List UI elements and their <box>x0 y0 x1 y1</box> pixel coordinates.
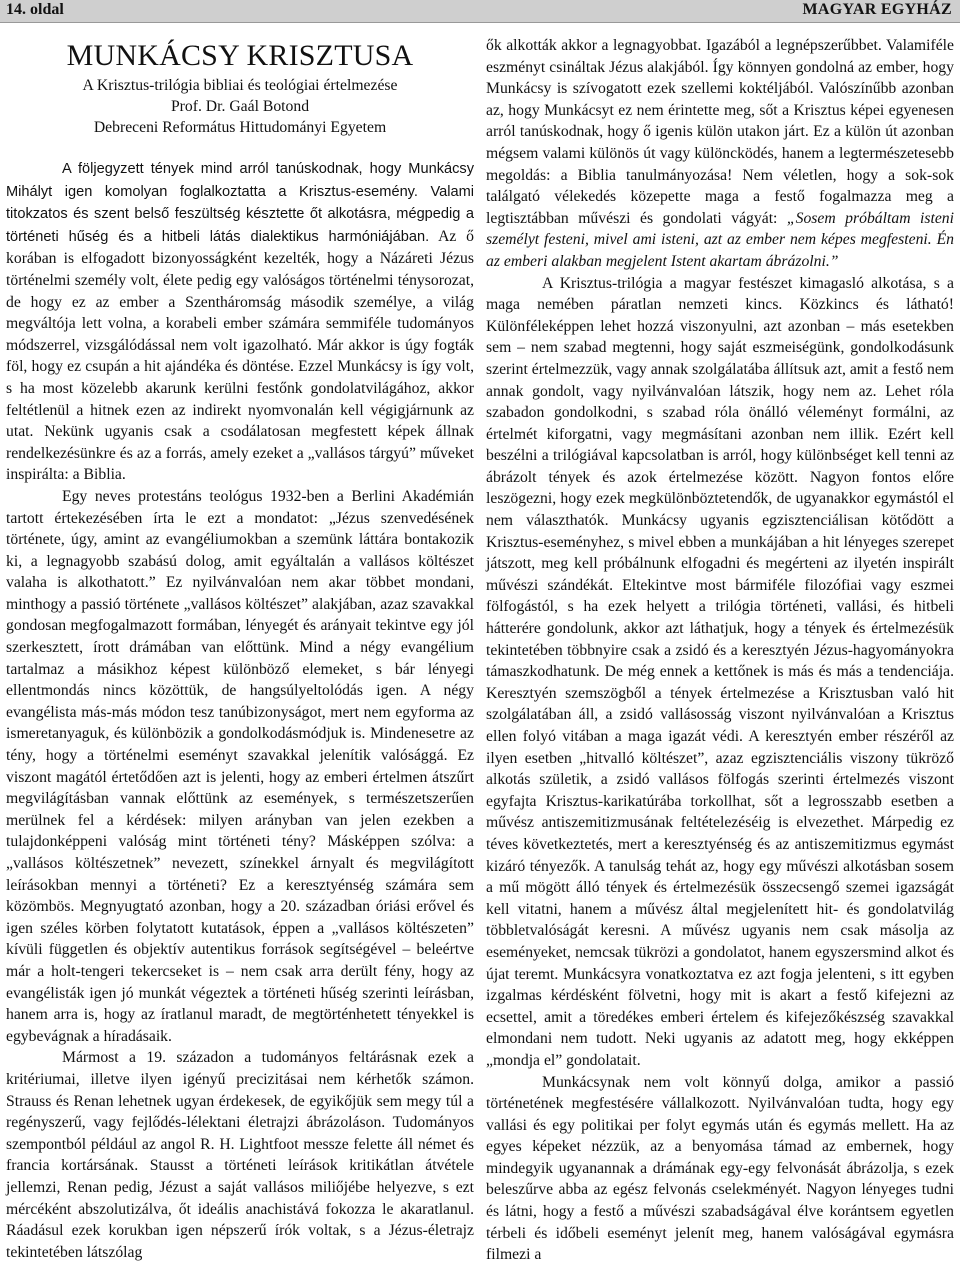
page-header <box>0 0 960 23</box>
paragraph <box>486 35 954 273</box>
paragraph: Munkácsynak nem volt könnyű dolga, amikor a passió történetének megfestésére vállalkozott. Nyilvánvalóan tudta, hogy egy vallási és egy politikai per folyt egymás után és egymás mellett. Ha az egyes képeket nézzük, az a benyomása támad az embernek, hogy mindegyik ugyanannak a drámának egy-egy felvonását ábrázolja, s ezek beleszűrve abba az egész felvonás cselekményét. Nagyon lényeges tudni és látni, hogy a festő a művészi szabadságával élve korántsem egyetlen térbeli és időbeli eseményt jelenít meg, hanem valóságával egymásra filmezi a <box>486 1073 954 1264</box>
paragraph-text: Az ő korában is elfogadott bizonyosságként kezelték, hogy a Názáreti Jézus történelmi személy volt, élete pedig egy valóságos történelmi ténysorozat, de hogy ez az ember a Szentháromság második személye, a világ megváltója lett volna, a korabeli ember számára semmiféle tudományos módszerrel, vizsgálódással nem volt igazolható. Már akkor is úgy fogták föl, hogy ez csupán a hit ajándéka és döntése. Ezzel Munkácsy is így volt, s ha most közelebb akarunk kerülni festőnk gondolatvilágához, akkor feltétlenül a hitnek ezen az indirekt nyomvonalán kell végigjárnunk az utat. Nekünk ugyanis csak a csodálatosan megfestett képek állnak rendelkezésünkre és az a forrás, amely ezeket a „vallásos tárgyú” műveket inspirálta: a Biblia. <box>6 227 474 484</box>
article-author: Prof. Dr. Gaál Botond <box>170 98 310 115</box>
article-title: MUNKÁCSY KRISZTUSA <box>66 39 414 72</box>
publication-name: MAGYAR EGYHÁZ <box>802 1 952 18</box>
paragraph: Mármost a 19. századon a tudományos feltárásnak ezek a kritériumai, illetve ilyen igényű precizitásai nem kérhetők számon. Strauss és Renan lehetnek ugyan érdekesek, de egyikőjük sem megy túl a regényszerű, vagy fejlődés-lélektani életrajzi ábrázoláson. Tudományos szempontból például az angol R. H. Lightfoot messze felette áll német és francia kortársának. Stausst a történeti leírások kritikátlan átvétele jellemzi, Renan pedig, Jézust a saját vallásos miliőjébe helyezve, s ezt mércéként abszolutizálva, őt ideális anachistává fokozza le akaratlanul. Ráadásul ezek korukban igen népszerű írók voltak, s a Jézus-életrajz tekintetében látszólag <box>6 1049 474 1261</box>
paragraph <box>6 158 474 486</box>
paragraph: Egy neves protestáns teológus 1932-ben a Berlini Akadémián tartott értekezésében írta le ezt a mondatot: „Jézus szenvedésének története, úgy, amint az evangéliumokban a szemünk láttára bontakozik ki, a legnagyobb szabású dolog, amit egyáltalán a vallásos költészet valaha is alkothatott.” Ez nyilvánvalóan nem akar többet mondani, minthogy a passió története „vallásos költészet” alakjában, azaz szavakkal gondosan megfogalmazott formában, lényegét és arányait tekintve egy jól szerkesztett, írott drámában van előttünk. Mind a négy evangélium tartalmaz a másikhoz képest különböző elemeket, s bár lényegi ellentmondás nincs közöttük, de hangsúlyeltolódás igen. A négy evangélista más-más módon tesz tanúbizonyságot, mert nem egyforma az ismeretanyaguk, és különbözik a gondolkodásmódjuk is. Mindenesetre az tény, hogy a történelmi eseményt szavakkal jelenítik valósággá. Ez viszont magától értetődően azt is jelenti, hogy az emberi értelmen átszűrt megvilágításban vannak előttünk az események, s természetszerűen merülnek fel a kérdések: milyen arányban van jelen ezekben a tulajdonképpeni valóság mint történeti tény? Másképpen szólva: a „vallásos költészetnek” nevezett, színekkel árnyalt és megvilágított leírásokban mennyi a történeti? Ez a keresztyénség számára sem közömbös. Megnyugtató azonban, hogy a 20. században óriási erővel és igen széles körben folytatott kutatások, éppen a „vallásos költészeten” kívüli független és objektív autentikus források segítségével – beleértve már a holt-tengeri tekercseket is – nem csak arra derült fény, hogy az evangélisták igen jó munkát végeztek a történeti hűség szerinti leírásban, hanem arra is, hogy az íratlanul maradt, de megtörténhetett tényekkel is egybevágnak a híradásaik. <box>6 487 474 1045</box>
paragraph-text: ők alkották akkor a legnagyobbat. Igazából a legnépszerűbbet. Valamiféle eszményt csináltak Jézus alakjából. Így könnyen gondolná az ember, hogy Munkácsy is szívogatott ezek szellemi koktéljából. Valószínűbb azonban az, hogy Munkácsyt ez nem érintette meg, sőt a Krisztus képei egyenesen arról tanúskodnak, hogy ő igenis külön utakon járt. Ez a külön út azonban mégsem valami különös út vagy különcködés, hanem a legtermészetesebb megoldás: a Biblia tanulmányozása! Nem véletlen, hogy a sok-sok találgató vélekedés közepette maga a festő fogalmazza meg a legtisztábban művészi és gondolati vágyát: <box>486 37 954 227</box>
page-number: 14. oldal <box>6 1 64 18</box>
article-subtitle: A Krisztus-trilógia bibliai és teológiai értelmezése <box>82 77 398 94</box>
left-column <box>6 35 474 1263</box>
article-institution: Debreceni Református Hittudományi Egyetem <box>93 119 387 136</box>
lead-text: A följegyzett tények mind arról tanúskodnak, hogy Munkácsy Mihályt igen komolyan foglalkoztatta a Krisztus-esemény. Valami titokzatos és szent belső feszültség késztette őt alkotásra, mégpedig a történeti hűség és a hitbeli látás dialektikus harmóniájában. <box>6 161 474 245</box>
right-column <box>486 35 954 1266</box>
paragraph: A Krisztus-trilógia a magyar festészet kimagasló alkotása, s a maga nemében páratlan nemzeti kincs. Közkincs és látható! Különféleképpen lehet hozzá viszonyulni, azt azonban – más esetekben sem – nem szabad megtenni, hogy saját eszmeiségünk, gondolkodásunk szerint értelmezzük, vagy annak szolgálatába állítsuk azt, amit a festő nem annak gondolt, vagy nyilvánvalóan látszik, hogy nem az. Lehet róla szabadon gondolkodni, s szabad róla önálló véleményt formálni, az értelmét kiforgatni, vagy megmásítani azonban nem illik. Ezért kell beszélni a trilógiával kapcsolatban is arról, hogy különbséget kell tenni az ábrázolt tények és azok értelmezése között. Nagyon fontos előre leszögezni, hogy ezek megkülönböztetendők, de ugyanakkor egymástól el nem választhatók. Munkácsy ugyanis egzisztenciálisan kötődött a Krisztus-eseményhez, s mivel ebben a munkájában a hit lényeges szerepet játszott, meg kell próbálnunk elfogadni és megérteni az ilyetén inspirált művészi szándékát. Eltekintve most bármiféle filozófiai vagy eszmei fölfogástól, s ha ezek helyett a trilógia történeti, vallási, és hitbeli hátterére gondolunk, akkor azt láthatjuk, hogy a tények és értelmezésük tekintetében többnyire csak a zsidó és a keresztyén Jézus-hagyományokra támaszkodhatunk. De még ennek a kettőnek is más és más a tendenciája. Keresztyén szemszögből a tények értelmezése a Krisztusban való hit szolgálatában áll, a zsidó vallásosság viszont nyilvánvalóan a Krisztus ellen folyó vitában a maga igazát védi. A keresztyén ember részéről az ilyen esetben „hitvalló költészet”, azaz egzisztenciális viszony tükröző alkotás születik, a zsidó vallásos fölfogás szerinti értelmezés viszont egyfajta Krisztus-karikatúrába torkollhat, sőt a legrosszabb esetben a művész antiszemitizmusának feltételezéséig is elvezethet. Márpedig ez téves következtetés, mert a keresztyénség és az antiszemitizmus egymást kizáró tényezők. A tanulság tehát az, hogy egy művészi alkotásban sosem a mű mögött álló tények és értelmezésük összecsengő szemei igazságát kell vitatni, hanem a művész által megjelenített hit- és gondolatvilág többletvalóságát keresni. A művész ugyanis nem csak másolja az eseményeket, nemcsak tükrözi a gondolatot, hanem egyszersmind alkot és újat teremt. Munkácsyra vonatkoztatva ez azt fogja jelenteni, s itt egyben izgalmas kérdésként fölvetni, hogy mit is akart a festő kifejezni az ecsettel, amit a töredékes emberi értelem és kifejezőkészség szavakkal elmondani nem tudott. Neki ugyanis az adatott meg, hogy ekképpen „mondja el” gondolatait. <box>486 274 954 1069</box>
munkacsy-quote: „Sosem próbáltam isteni személyt festeni, mivel ami isteni, azt az ember nem képes megfesteni. Én az emberi alakban megjelent Istent akartam ábrázolni.” <box>486 209 954 270</box>
article-heading <box>6 39 474 138</box>
